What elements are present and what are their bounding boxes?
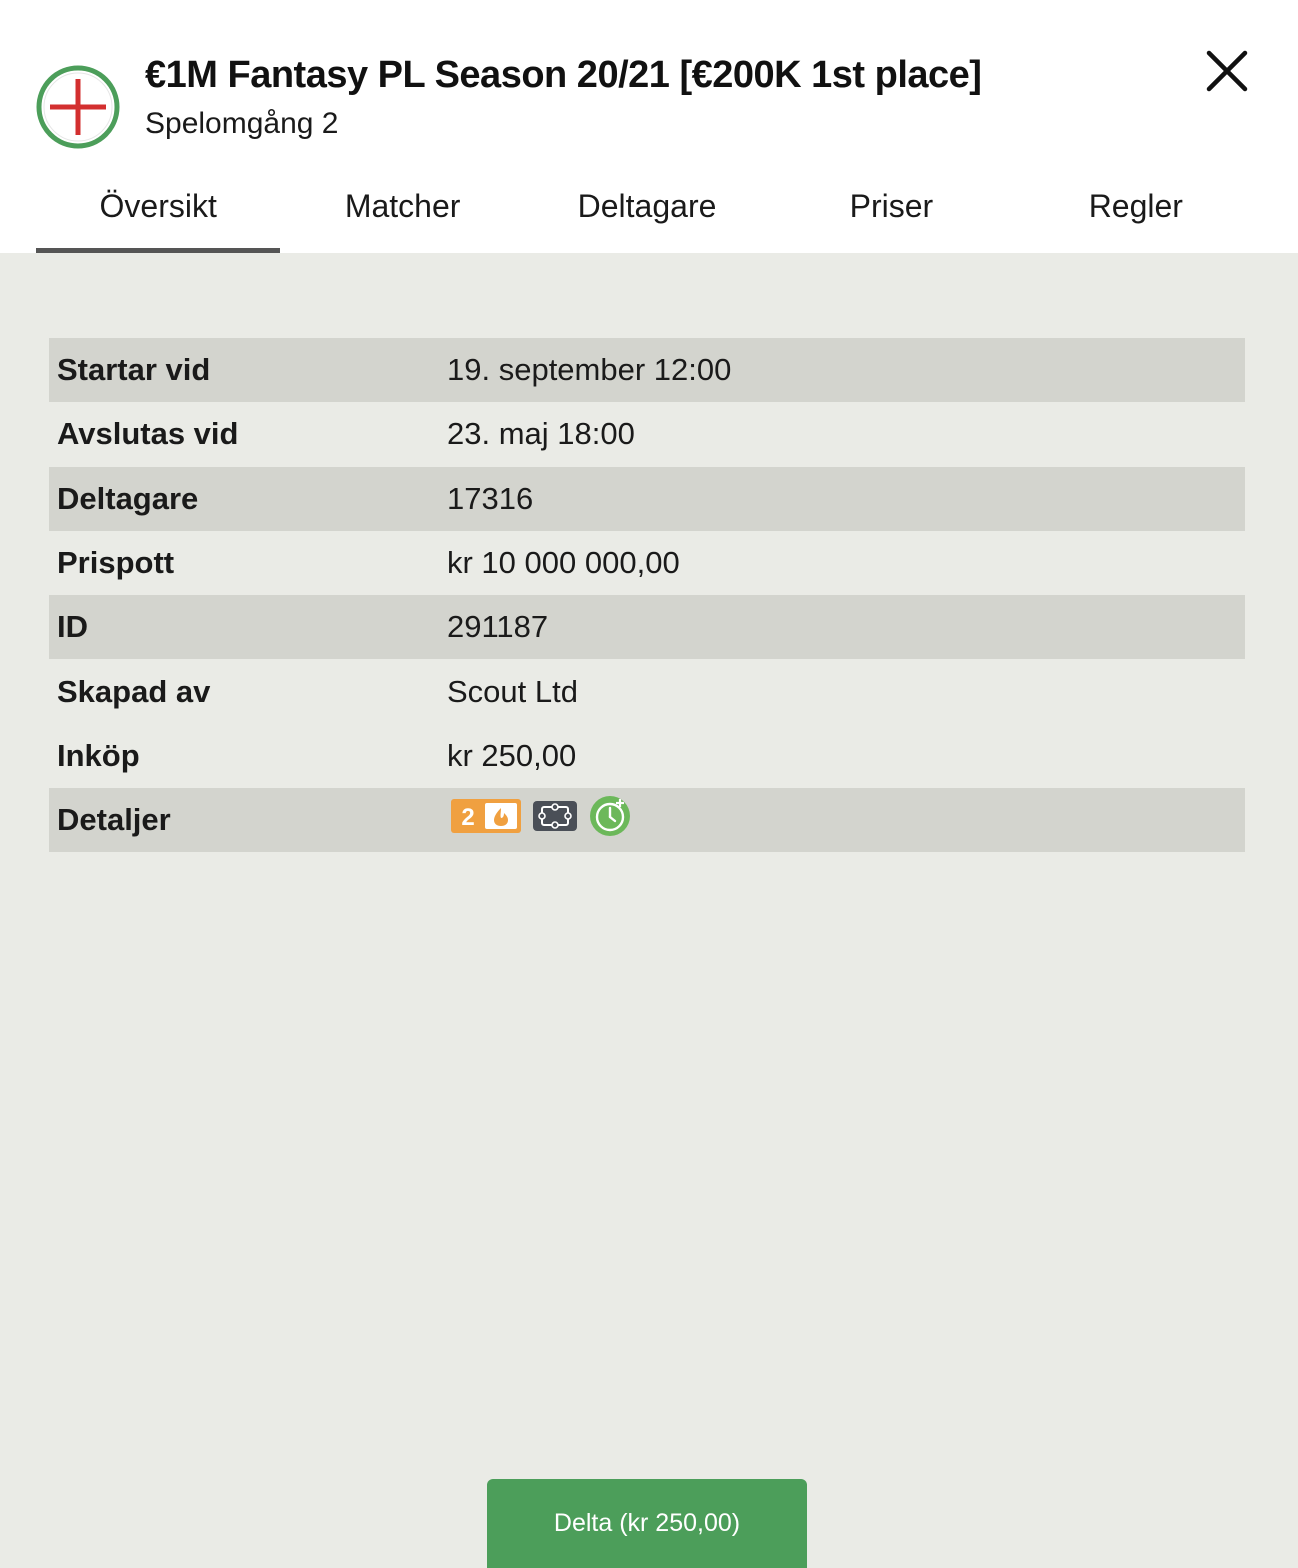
multi-entry-icon[interactable] — [451, 799, 521, 841]
contest-info-table — [49, 338, 1245, 852]
value-id: 291187 — [447, 609, 549, 645]
label-ends: Avslutas vid — [57, 416, 239, 452]
row-id — [49, 595, 1245, 659]
value-created-by: Scout Ltd — [447, 673, 578, 709]
tab-regler[interactable]: Regler — [1088, 188, 1183, 224]
puzzle-icon[interactable] — [533, 801, 577, 839]
join-contest-button[interactable]: Delta (kr 250,00) — [487, 1479, 807, 1568]
label-created-by: Skapad av — [57, 673, 211, 709]
value-ends: 23. maj 18:00 — [447, 416, 635, 452]
tab-matcher[interactable]: Matcher — [344, 188, 461, 224]
value-prize-pool: kr 10 000 000,00 — [447, 545, 680, 581]
row-created-by — [49, 659, 1245, 723]
contest-round: Spelomgång 2 — [145, 107, 339, 140]
tab-deltagare[interactable]: Deltagare — [577, 188, 717, 224]
tab-oversikt[interactable]: Översikt — [36, 168, 280, 253]
row-participants — [49, 467, 1245, 531]
row-prize-pool — [49, 531, 1245, 595]
value-starts: 19. september 12:00 — [447, 352, 732, 388]
value-participants: 17316 — [447, 480, 534, 516]
header — [0, 0, 1298, 253]
label-participants: Deltagare — [57, 480, 199, 516]
multi-entry-count: 2 — [461, 804, 475, 832]
row-details — [49, 788, 1245, 852]
label-starts: Startar vid — [57, 352, 211, 388]
label-details: Detaljer — [57, 802, 171, 838]
contest-title: €1M Fantasy PL Season 20/21 [€200K 1st place] — [145, 54, 982, 96]
label-buy-in: Inköp — [57, 737, 140, 773]
tab-bar — [36, 168, 1258, 253]
late-swap-clock-icon[interactable] — [589, 795, 631, 845]
value-buy-in: kr 250,00 — [447, 737, 577, 773]
tab-priser[interactable]: Priser — [849, 188, 934, 224]
england-flag-icon — [36, 65, 120, 149]
label-prize-pool: Prispott — [57, 545, 175, 581]
label-id: ID — [57, 609, 88, 645]
detail-icons — [451, 795, 631, 845]
row-buy-in — [49, 724, 1245, 788]
close-icon[interactable] — [1202, 46, 1252, 96]
row-starts — [49, 338, 1245, 402]
row-ends — [49, 402, 1245, 466]
